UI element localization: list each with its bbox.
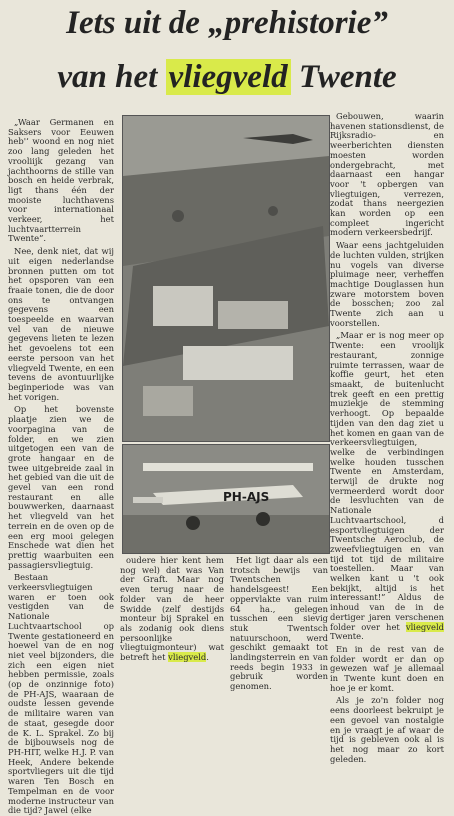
highlighted-word: vliegveld <box>168 652 207 663</box>
highlighted-word: vliegveld <box>405 621 444 632</box>
biplane-icon <box>123 445 329 553</box>
biplane-photo <box>122 444 330 554</box>
aerial-airfield-photo <box>122 115 330 442</box>
left-paragraph-4: Bestaan verkeersvliegtuigen waren er toen ook vestigden van de Nationale Luchtvaartschool op Twente gestationeerd en hoewel van de en nog niet veel bijzonders, die zich een eigen niet hebben permissie, zoals (op de onzinnige foto) de PH-AJS, waaraan de oudste lessen gevende de militaire waren van de staat, gesegde door de K. L. Sprakel. Zo bij de bijbouwsels nog de PH-HIT, welke H.J. P. van Heek, Andere bekende sportvliegers uit die tijd waren Ten Bosch en Tempelman en de voor moderne instructeur van die tijd? Jawel (elke <box>8 572 114 816</box>
right-paragraph-1: Gebouwen, waarin havenen stationsdienst, de Rijksradio- en weerberichten diensten moesten worden ondergebracht, met daarnaast een hangar voor 't opbergen van vliegtuigen, verrezen, zodat thans neergezien kan worden op een compleet ingericht modern verkeersbedrijf. <box>330 111 444 238</box>
aircraft-registration: PH-AJS <box>223 490 270 504</box>
right-paragraph-2: Waar eens jachtgeluiden de luchten vulden, strijken nu vogels van diverse pluimage neer, verheffen machtige Douglassen hun zware motorstem boven de bosschen; zoo zal Twente zich aan u voorstellen. <box>330 240 444 328</box>
bottom-a-paragraph: oudere hier kent hem nog wel) dat was Van der Graft. Maar nog even terug naar de folder van de heer Swidde (zelf destijds monteur bij Sprakel en als zodanig ook diens persoonlijke vliegtuigmonteur) wat betreft het vliegveld. <box>120 555 224 663</box>
headline-line-2 <box>0 58 454 96</box>
bottom-column-a <box>120 556 224 673</box>
left-paragraph-1: „Waar Germanen en Saksers voor Eeuwen heb'‘ woond en nog niet zoo lang geleden het vrooliijk gezang van jachthoorns de stille van bosch en heide verbrak, ligt thans één der mooiste luchthavens voor internationaal verkeer, het luchtvaartterrein Twente”. <box>8 117 114 244</box>
headline-suffix: Twente <box>290 59 397 95</box>
headline-line-1: Iets uit de „prehistorie” <box>66 5 388 41</box>
left-column <box>8 117 114 816</box>
right-paragraph-4: En in de rest van de folder wordt er dan op gewezen waf je allemaal in Twente kunt doen en hoe je er komt. <box>330 643 444 693</box>
left-paragraph-3: Op het bovenste plaatje zien we de voorpagina van de folder, en we zien uitgetogen een van de grote hangaar en de twee uitgebreide zaal in het gebied van die uit de gevel van een rond restaurant en alle bouwwerken, daarnaast het vliegveld van het terrein en de oven op de een erg mooi gelegen Enschede wat dien het prettig waarbuiten een passagiersvliegtuig. <box>8 404 114 570</box>
bottom-column-b <box>230 555 328 692</box>
aerial-photo-icon <box>123 116 329 441</box>
right-paragraph-3: „Maar er is nog meer op Twente: een vroolijk restaurant, zonnige ruimte terrassen, waar de koffie geurt, het eten smaakt, de buitenlucht trek geeft en een prettig muziekje de stemming verhoogt. Op bepaalde tijden van den dag ziet u het komen en gaan van de verkeersvliegtuigen, welke de verbindingen welke houden tusschen Twente en Amsterdam, terwijl de drukte nog vermeerderd wordt door de lesvluchten van de Nationale Luchtvaartschool, d esportvliegtuigen der Twentsche Aeroclub, de zweefvliegtuigen en van tijd tot tijd de militaire toestellen. Maar van welken kant u 't ook bekijkt, altijd is het interessant!” Aldus de inhoud van de in de dertiger jaren verschenen folder over het vliegveld Twente. <box>330 330 444 642</box>
headline-prefix: van het <box>57 59 166 95</box>
headline-highlight: vliegveld <box>166 59 291 95</box>
bottom-b-paragraph: Het ligt daar als een trotsch bewijs van Twentschen handelsgeest! Een oppervlakte van ruim 64 ha., gelegen tusschen een sievig stuk Twentsch natuurschoon, werd geschikt gemaakt tot landingsterrein en van reeds begin 1933 in gebruik worden genomen. <box>230 555 328 692</box>
left-paragraph-2: Nee, denk niet, dat wij uit eigen nederlandse bronnen putten om tot het opsporen van een fraaie tonen, die de door ons te ontvangen gegevens een toespeelde en waarvan vel van de nieuwe gegevens lieten te lezen het gevoelens tot een eerste persoon van het vliegveld Twente, en een tevens de avontuurlijke beginperiode was van het vorigen. <box>8 246 114 402</box>
right-column <box>330 111 444 764</box>
headline <box>0 4 454 96</box>
right-paragraph-5: Als je zo'n folder nog eens doorleest bekruipt je een gevoel van nostalgie en je vraagt je af waar de tijd is gebleven ook al is het nog maar zo kort geleden. <box>330 695 444 764</box>
